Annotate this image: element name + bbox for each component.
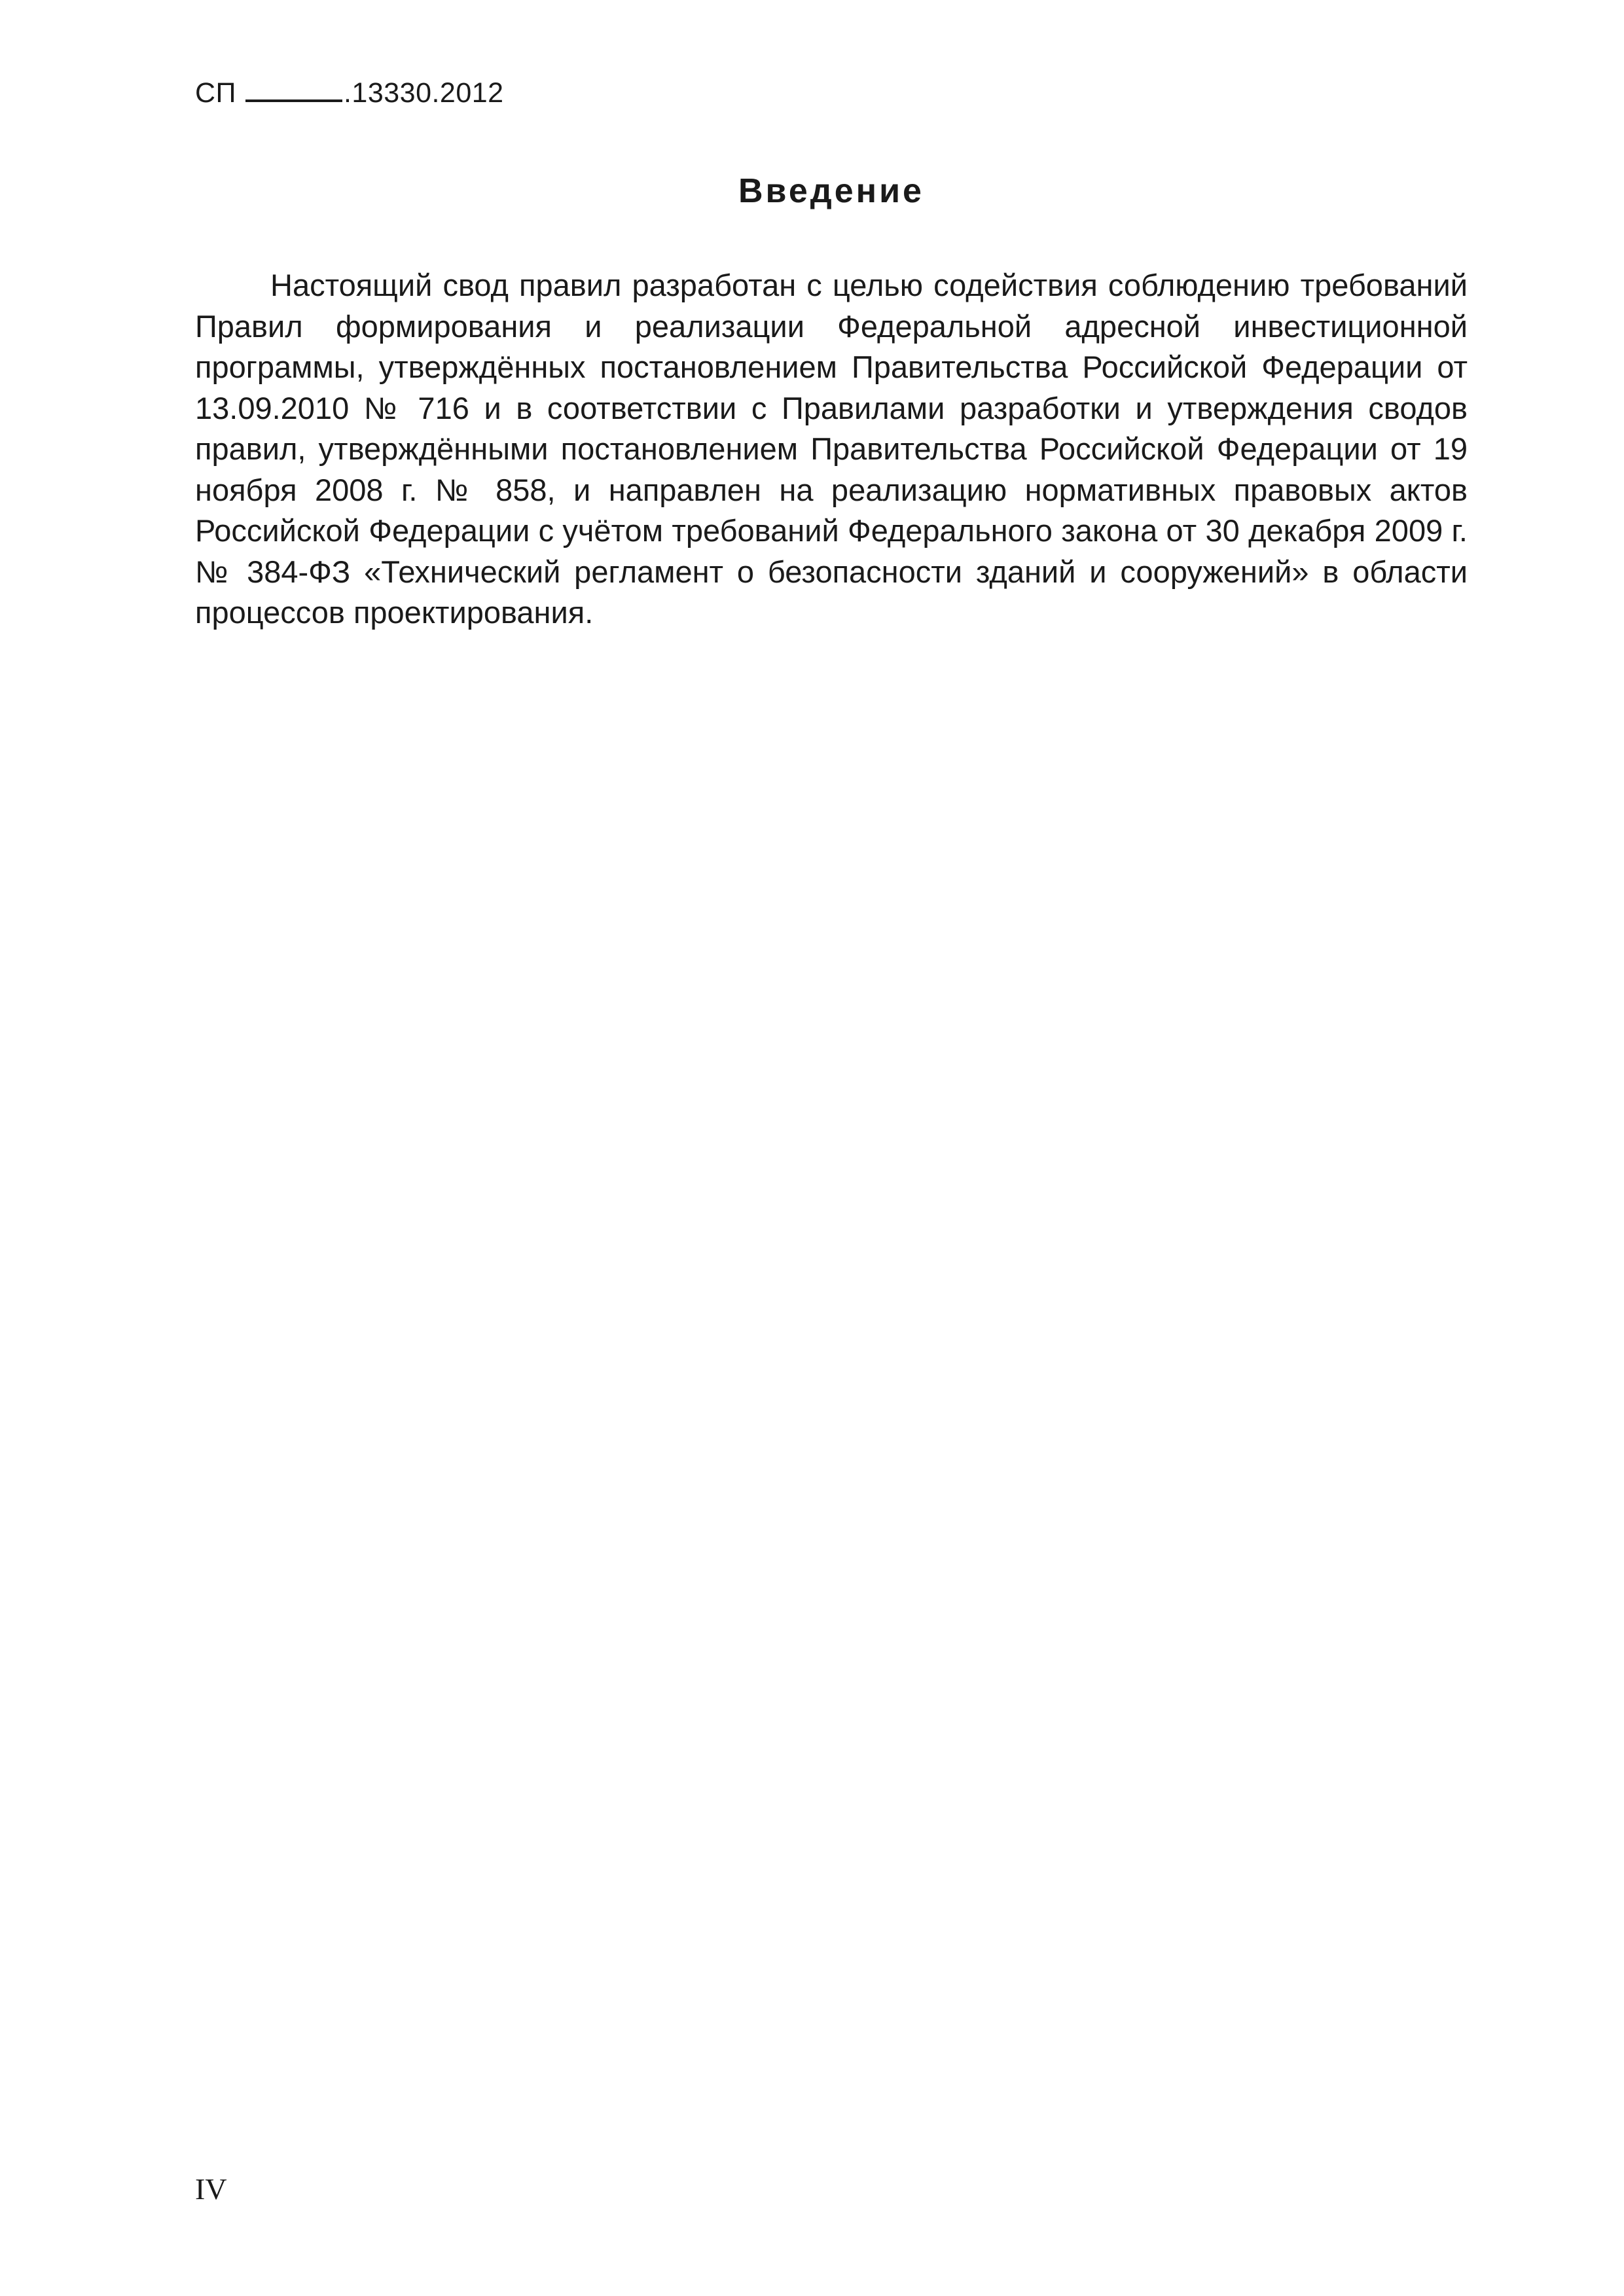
document-number-blank xyxy=(245,80,342,102)
document-code-header xyxy=(195,77,504,109)
introduction-paragraph: Настоящий свод правил разработан с целью содействия соблюдению требований Правил формирования и реализации Федеральной адресной инвестиционной программы, утверждённых постановлением Правительства Российской Федерации от 13.09.2010 № 716 и в соответствии с Правилами разработки и утверждения сводов правил, утверждёнными постановлением Правительства Российской Федерации от 19 ноября 2008 г. № 858, и направлен на реализацию нормативных правовых актов Российской Федерации с учётом требований Федерального закона от 30 декабря 2009 г. № 384-ФЗ «Технический регламент о безопасности зданий и сооружений» в области процессов проектирования. xyxy=(195,268,1468,630)
document-code-prefix: СП xyxy=(195,77,236,109)
section-title: Введение xyxy=(738,172,924,210)
page-number: IV xyxy=(195,2172,227,2206)
document-code-suffix: .13330.2012 xyxy=(343,77,504,109)
